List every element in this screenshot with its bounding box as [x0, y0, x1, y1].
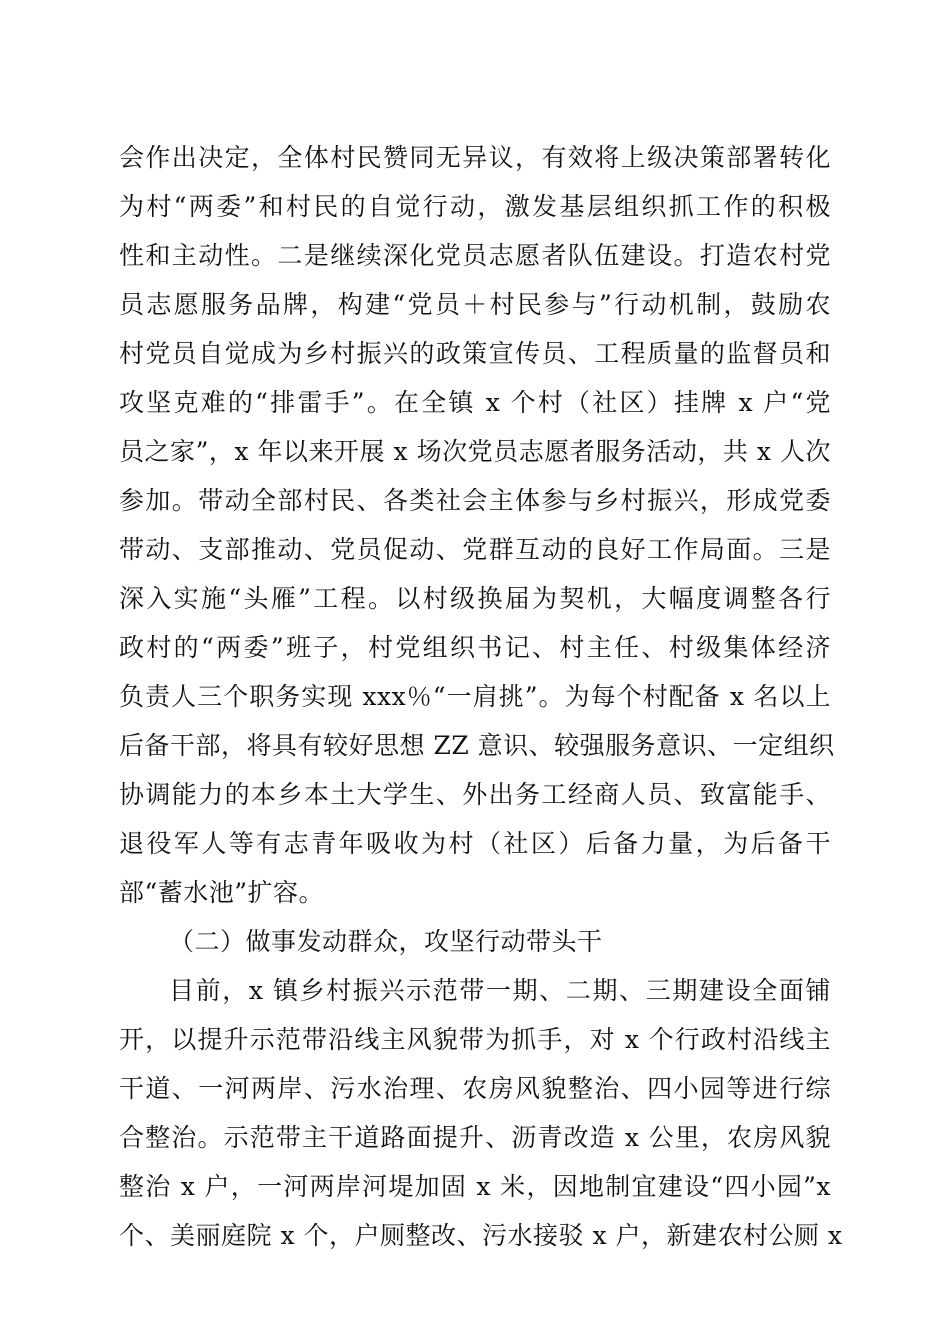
body-text-line: 带动、支部推动、党员促动、党群互动的良好工作局面。三是 [119, 535, 831, 564]
body-text-line: 整治 x 户，一河两岸河堤加固 x 米，因地制宜建设“四小园”x [119, 1172, 831, 1201]
body-text-line: 会作出决定，全体村民赞同无异议，有效将上级决策部署转化 [119, 143, 831, 172]
body-text-line: 员之家”，x 年以来开展 x 场次党员志愿者服务活动，共 x 人次 [119, 437, 831, 466]
body-text-line: 协调能力的本乡本土大学生、外出务工经商人员、致富能手、 [119, 780, 831, 809]
body-text-line: 员志愿服务品牌，构建“党员＋村民参与”行动机制，鼓励农 [119, 290, 831, 319]
body-text-line: 性和主动性。二是继续深化党员志愿者队伍建设。打造农村党 [119, 241, 831, 270]
body-text-line: 后备干部，将具有较好思想 ZZ 意识、较强服务意识、一定组织 [119, 731, 835, 760]
body-text-line: 攻坚克难的“排雷手”。在全镇 x 个村（社区）挂牌 x 户“党 [119, 388, 831, 417]
body-text-line: 干道、一河两岸、污水治理、农房风貌整治、四小园等进行综 [119, 1074, 831, 1103]
body-text-line: 退役军人等有志青年吸收为村（社区）后备力量，为后备干 [119, 829, 831, 858]
body-text-line: 部“蓄水池”扩容。 [119, 878, 325, 907]
body-text-line: 合整治。示范带主干道路面提升、沥青改造 x 公里，农房风貌 [119, 1123, 831, 1152]
body-text-line: 为村“两委”和村民的自觉行动，激发基层组织抓工作的积极 [119, 192, 831, 221]
body-text-line: 政村的“两委”班子，村党组织书记、村主任、村级集体经济 [119, 633, 831, 662]
body-text-line: 深入实施“头雁”工程。以村级换届为契机，大幅度调整各行 [119, 584, 831, 613]
body-text-line: 开，以提升示范带沿线主风貌带为抓手，对 x 个行政村沿线主 [119, 1025, 831, 1054]
body-text-line: 个、美丽庭院 x 个，户厕整改、污水接驳 x 户，新建农村公厕 x [119, 1221, 843, 1250]
body-text-line: 负责人三个职务实现 xxx％“一肩挑”。为每个村配备 x 名以上 [119, 682, 831, 711]
body-text-line: 村党员自觉成为乡村振兴的政策宣传员、工程质量的监督员和 [119, 339, 831, 368]
body-text-line: 目前，x 镇乡村振兴示范带一期、二期、三期建设全面铺 [169, 976, 831, 1005]
section-heading: （二）做事发动群众，攻坚行动带头干 [169, 927, 603, 956]
body-text-line: 参加。带动全部村民、各类社会主体参与乡村振兴，形成党委 [119, 486, 831, 515]
